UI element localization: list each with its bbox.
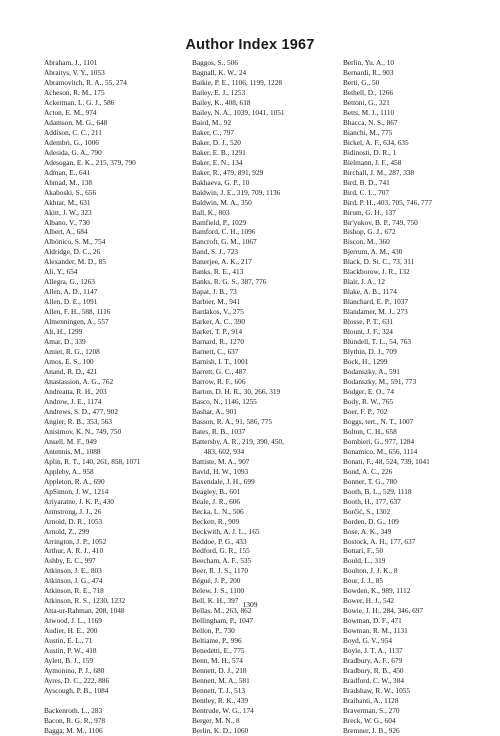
index-entry: Bégué, J. P., 200 — [192, 576, 241, 586]
index-entry: Barket, T. P., 914 — [192, 327, 243, 337]
index-entry: Booth, B. L., 529, 1118 — [343, 486, 412, 496]
index-entry: Atkinson, R. S., 1230, 1232 — [44, 596, 126, 606]
index-entry: Bidinosti, D. R., 1 — [343, 147, 397, 157]
index-entry: Bodanszky, A., 591 — [343, 367, 400, 377]
index-entry: Bentley, R. K., 439 — [192, 696, 249, 705]
index-entry: Blackborow, J. R., 132 — [343, 267, 410, 277]
index-entry: Almenningen, A., 557 — [44, 317, 109, 327]
index-entry: Albónico, S. M., 754 — [44, 237, 106, 247]
index-entry: Battersby, A. R., 219, 390, 450, — [192, 436, 284, 446]
index-entry: Braverman, S., 270 — [343, 705, 400, 715]
index-entry: Amar, D., 339 — [44, 337, 86, 347]
index-entry: Bonati, F., 48, 524, 739, 1041 — [343, 456, 430, 466]
index-entry: Appleby, A., 958 — [44, 466, 94, 476]
index-entry: Belew, J. S., 1100 — [192, 586, 245, 596]
index-entry: Beale, J. R., 606 — [192, 496, 241, 506]
index-entry: Arrington, J. P., 1052 — [44, 536, 107, 546]
index-entry: Ariyaratne, J. K. P., 430 — [44, 496, 114, 506]
index-entry: Beddoe, P. G., 433 — [192, 536, 247, 546]
index-entry: Ackerman, L. G. J., 586 — [44, 97, 115, 107]
index-entry: Bellingham, P., 1047 — [192, 616, 254, 626]
index-entry: Bradshaw, R. W., 1055 — [343, 686, 411, 696]
index-entry: Baggos, S., 506 — [192, 58, 239, 67]
index-entry: Aymonino, P. J., 680 — [44, 666, 105, 676]
index-entry: Blosse, P. T., 631 — [343, 317, 394, 327]
index-entry: Betts, M. J., 1110 — [343, 107, 395, 117]
index-entry: Bacon, R. G. R., 978 — [44, 715, 106, 725]
index-entry: Bedford, G. R., 155 — [192, 546, 250, 556]
index-entry: Akaboski, S., 656 — [44, 187, 97, 197]
index-entry: Amos, E. S., 100 — [44, 357, 94, 367]
index-entry: Bardakos, V., 275 — [192, 307, 244, 317]
index-entry: Baldwin, M. A., 350 — [192, 197, 252, 207]
index-column-3 — [343, 58, 432, 736]
index-entry: Anand, R. D., 421 — [44, 367, 98, 377]
index-entry: Atkinson, R. E., 718 — [44, 586, 104, 596]
index-entry: Abraitys, V. Y., 1053 — [44, 67, 105, 77]
index-entry: Abraham, J., 1101 — [44, 58, 98, 67]
index-entry: Bennett, D. J., 218 — [192, 666, 247, 676]
index-entry: Band, S. J., 723 — [192, 247, 239, 257]
index-entry: Acheson, R. M., 175 — [44, 87, 105, 97]
index-entry: Bottari, F., 50 — [343, 546, 384, 556]
index-entry: Ayscough, P. B., 1084 — [44, 686, 109, 696]
index-entry: Atkinson, J. E., 803 — [44, 566, 102, 576]
index-entry: Blandamer, M. J., 273 — [343, 307, 408, 317]
index-entry: Berger, M. N., 8 — [192, 715, 240, 725]
index-entry: Bentrude, W. G., 174 — [192, 705, 254, 715]
index-entry: Atkinson, J. G., 474 — [44, 576, 103, 586]
index-entry: Baldwin, J. E., 319, 709, 1136 — [192, 187, 281, 197]
index-entry: Barnish, I. T., 1001 — [192, 357, 249, 367]
index-entry: Bailey, K., 408, 618 — [192, 97, 251, 107]
index-entry: Andrews, S. D., 477, 902 — [44, 406, 118, 416]
index-entry: Bhacca, N. S., 867 — [343, 117, 398, 127]
index-entry: Bose, A. K., 349 — [343, 526, 392, 536]
index-entry: Beltiame, P., 996 — [192, 636, 242, 646]
index-entry: Bettoni, G., 321 — [343, 97, 390, 107]
index-entry: Alt, H., 1299 — [44, 327, 83, 337]
index-entry: Bir'yukov, B. P., 749, 750 — [343, 217, 418, 227]
index-entry: Austin, P. W., 418 — [44, 646, 97, 656]
index-entry: Boyd, G. V., 954 — [343, 636, 392, 646]
index-entry: Bishop, G. J., 672 — [343, 227, 396, 237]
index-entry: Barrett, G. C., 487 — [192, 367, 247, 377]
index-entry: Aplin, R. T., 140, 261, 858, 1071 — [44, 456, 141, 466]
index-entry: Bowie, J. H., 284, 346, 697 — [343, 606, 424, 616]
index-entry: Ayres, D. C., 222, 886 — [44, 676, 110, 686]
index-entry: Bickel, A. F., 634, 635 — [343, 137, 409, 147]
index-entry: Bellas, M., 263, 862 — [192, 606, 252, 616]
index-entry: Bancroft, G. M., 1067 — [192, 237, 257, 247]
index-entry: Beecham, A. F., 535 — [192, 556, 252, 566]
index-entry: Antennis, M., 1088 — [44, 446, 101, 456]
index-entry: Barrow, R. F., 606 — [192, 377, 246, 386]
index-entry: Bonamico, M., 656, 1114 — [343, 446, 418, 456]
index-entry: Bakhaeva, G. P., 10 — [192, 177, 250, 187]
index-entry: ApSimon, J. W., 1214 — [44, 486, 109, 496]
page-number: 1309 — [242, 600, 258, 609]
index-entry: Birchall, J. M., 287, 338 — [343, 167, 415, 177]
index-entry: Angier, R. B., 353, 563 — [44, 416, 113, 426]
index-entry: Adembri, G., 1006 — [44, 137, 99, 147]
index-entry: Braibanti, A., 1128 — [343, 696, 399, 705]
index-entry: Borčić, S., 1302 — [343, 506, 391, 516]
index-entry: Bernardi, R., 903 — [343, 67, 394, 77]
index-entry: Bapat, J. B., 73 — [192, 287, 237, 297]
index-entry: Bird, B. D., 741 — [343, 177, 390, 187]
index-entry: Ashby, E. C., 997 — [44, 556, 96, 566]
index-entry: Bailey, E. J., 1253 — [192, 87, 246, 97]
index-column-2 — [192, 58, 285, 736]
index-entry: Addison, C. C., 211 — [44, 127, 102, 137]
index-entry: Bell, K. H., 397 — [192, 596, 239, 606]
index-entry: Booth, H., 177, 637 — [343, 496, 401, 506]
index-entry: Bamfield, P., 1029 — [192, 217, 247, 227]
index-entry: Basco, N., 1146, 1255 — [192, 396, 257, 406]
index-entry: Beckett, R., 909 — [192, 516, 240, 526]
index-entry: Baird, M., 92 — [192, 117, 232, 127]
index-entry: Bodger, E. O., 74 — [343, 386, 394, 396]
index-entry: Austin, E. L., 71 — [44, 636, 93, 646]
index-entry: Bavid, H. W., 1093 — [192, 466, 249, 476]
index-entry: Bennett, M. A., 581 — [192, 676, 250, 686]
index-entry: Andreatta, R. H., 203 — [44, 386, 107, 396]
index-entry: Andrew, J. E., 1174 — [44, 396, 102, 406]
index-entry: Ahmad, M., 138 — [44, 177, 93, 187]
index-entry: Bolton, C. H., 658 — [343, 426, 397, 436]
index-entry: Alexander, M. D., 85 — [44, 257, 106, 267]
index-entry: Baker, D. J., 520 — [192, 137, 241, 147]
index-entry: Bould, L., 319 — [343, 556, 386, 566]
index-entry: Bostock, A. H., 177, 637 — [343, 536, 416, 546]
index-entry: Adamson, M. G., 648 — [44, 117, 108, 127]
index-entry: Birum, G. H., 137 — [343, 207, 396, 217]
index-entry: Bailey, N. A., 1039, 1041, 1051 — [192, 107, 285, 117]
index-entry: Backenroth, L., 283 — [44, 705, 103, 715]
index-entry: Bjerrum, A. M., 430 — [343, 247, 403, 257]
index-entry: Arthur, A. R. J., 410 — [44, 546, 104, 556]
index-entry: Baker, E. N., 134 — [192, 157, 243, 167]
index-entry: Bowman, R. M., 1131 — [343, 626, 408, 636]
index-entry: Barnard, R., 1270 — [192, 337, 245, 347]
index-entry: Boulton, J. J. K., 8 — [343, 566, 398, 576]
index-entry: Boggs, tert., N. T., 1007 — [343, 416, 414, 426]
index-entry: Baker, E. B., 1291 — [192, 147, 246, 157]
index-entry: Appleton, R. A., 690 — [44, 476, 105, 486]
index-entry: Body, R. W., 765 — [343, 396, 394, 406]
index-entry: Blythin, D. J., 709 — [343, 347, 397, 357]
index-entry: Black, D. St. C., 73, 311 — [343, 257, 415, 267]
index-entry: Blount, J. F., 324 — [343, 327, 393, 337]
index-entry: Bradbury, R. B., 450 — [343, 666, 404, 676]
index-entry: Allen, D. E., 1091 — [44, 297, 98, 307]
index-entry: Albano, V., 730 — [44, 217, 90, 227]
index-entry: Atta-ur-Rahman, 208, 1048 — [44, 606, 125, 616]
index-entry: Bodanszky, M., 591, 773 — [343, 377, 417, 386]
index-entry: Ball, K., 803 — [192, 207, 230, 217]
index-entry: Benn, M. H., 574 — [192, 656, 243, 666]
index-entry: Akitt, J. W., 323 — [44, 207, 92, 217]
index-entry: Bennett, T. J., 513 — [192, 686, 246, 696]
index-entry: Bond, A. C., 226 — [343, 466, 393, 476]
index-entry-continuation: 483, 602, 934 — [204, 446, 245, 456]
index-entry: Benedetti, E., 775 — [192, 646, 245, 656]
index-entry: Allegra, G., 1263 — [44, 277, 95, 287]
index-entry: Battiste, M. A., 907 — [192, 456, 250, 466]
index-entry: Beer, R. J. S., 1170 — [192, 566, 248, 576]
index-entry: Borden, D. G., 109 — [343, 516, 399, 526]
index-entry: Bird, C. L., 707 — [343, 187, 390, 197]
index-entry: Akhtar, M., 631 — [44, 197, 91, 207]
index-entry: Bock, H., 1299 — [343, 357, 388, 367]
index-entry: Biscon, M., 360 — [343, 237, 390, 247]
index-entry: Bellon, P., 730 — [192, 626, 235, 636]
index-entry: Bethell, D., 1266 — [343, 87, 394, 97]
index-entry: Bagga, M. M., 1106 — [44, 725, 103, 735]
index-entry: Atwood, J. L., 1169 — [44, 616, 102, 626]
index-entry: Abramovitch, R. A., 55, 274 — [44, 77, 127, 87]
index-entry: Bates, R. B., 1037 — [192, 426, 246, 436]
index-entry: Boer, F. P., 702 — [343, 406, 388, 416]
index-entry: Baxendale, J. H., 699 — [192, 476, 255, 486]
index-entry: Baker, C., 797 — [192, 127, 235, 137]
index-entry: Barbier, M., 941 — [192, 297, 241, 307]
index-entry: Bradford, C. W., 384 — [343, 676, 405, 686]
index-entry: Bremner, J. B., 926 — [343, 725, 400, 735]
index-entry: Aldridge, D. C., 26 — [44, 247, 101, 257]
index-entry: Amiet, R. G., 1208 — [44, 347, 100, 357]
index-entry: Blake, A. B., 1174 — [343, 287, 397, 297]
index-entry: Blair, J. A., 12 — [343, 277, 386, 287]
index-entry: Adman, E., 641 — [44, 167, 91, 177]
index-entry: Adesida, G. A., 790 — [44, 147, 102, 157]
index-entry: Basson, R. A., 91, 586, 775 — [192, 416, 273, 426]
index-entry: Bird, P. H., 403, 705, 746, 777 — [343, 197, 432, 207]
index-entry: Banerjee, A. K., 217 — [192, 257, 252, 267]
index-entry: Adesogan, E. K., 215, 379, 790 — [44, 157, 136, 167]
index-entry: Beckwith, A. J. L., 165 — [192, 526, 260, 536]
page-title: Author Index 1967 — [185, 37, 315, 53]
index-entry: Banks, R. E., 413 — [192, 267, 244, 277]
index-entry: Baikie, P. E., 1106, 1199, 1228 — [192, 77, 283, 87]
index-entry: Bianchi, M., 775 — [343, 127, 393, 137]
index-entry: Albert, A., 684 — [44, 227, 88, 237]
index-column-1 — [44, 58, 140, 736]
index-entry: Bower, H. J., 542 — [343, 596, 394, 606]
index-entry: Audier, H. E., 200 — [44, 626, 98, 636]
index-entry: Anastassion, A. G., 762 — [44, 377, 114, 386]
index-entry: Boyle, J. T. A., 1137 — [343, 646, 403, 656]
index-entry: Bashar, A., 901 — [192, 406, 237, 416]
index-entry: Acton, E. M., 974 — [44, 107, 97, 117]
index-entry: Bonner, T. G., 780 — [343, 476, 397, 486]
index-entry: Berlin, K. D., 1060 — [192, 725, 249, 735]
index-entry: Bowden, K., 989, 1112 — [343, 586, 411, 596]
index-entry: Allen, A. D., 1147 — [44, 287, 98, 297]
index-entry: Breck, W. G., 604 — [343, 715, 396, 725]
index-entry: Barnett, C., 637 — [192, 347, 239, 357]
index-entry: Allen, F. H., 588, 1116 — [44, 307, 111, 317]
index-entry: Aylett, B. J., 159 — [44, 656, 93, 666]
index-entry: Bielmann, J. F., 458 — [343, 157, 402, 167]
index-entry: Arnold, D. R., 1053 — [44, 516, 103, 526]
index-entry: Bowman, D. F., 471 — [343, 616, 402, 626]
index-entry: Bamford, C. H., 1096 — [192, 227, 256, 237]
index-entry: Barton, D. H. R., 30, 266, 319 — [192, 386, 281, 396]
index-entry: Berti, G., 50 — [343, 77, 380, 87]
index-entry: Bradbury, A. F., 679 — [343, 656, 403, 666]
index-entry: Armstrong, J. J., 26 — [44, 506, 102, 516]
index-entry: Beagley, B., 601 — [192, 486, 241, 496]
index-entry: Blanchard, E. P., 1037 — [343, 297, 409, 307]
index-entry: Becka, L. N., 506 — [192, 506, 244, 516]
index-entry: Banks, R. G. S., 387, 776 — [192, 277, 267, 287]
index-entry: Bagnall, K. W., 24 — [192, 67, 247, 77]
index-entry: Arnold, Z., 299 — [44, 526, 90, 536]
index-entry: Barker, A. C., 390 — [192, 317, 246, 327]
index-entry: Bour, J. J., 85 — [343, 576, 384, 586]
index-entry: Ali, Y., 654 — [44, 267, 78, 277]
index-entry: Anisimov, K. N., 749, 750 — [44, 426, 122, 436]
index-entry: Berlin, Yu. A., 10 — [343, 58, 395, 67]
index-entry: Bombieri, G., 977, 1284 — [343, 436, 415, 446]
index-entry: Baker, R., 479, 891, 929 — [192, 167, 264, 177]
index-entry: Ansell, M. F., 949 — [44, 436, 97, 446]
index-entry: Blundell, T. L., 54, 763 — [343, 337, 412, 347]
